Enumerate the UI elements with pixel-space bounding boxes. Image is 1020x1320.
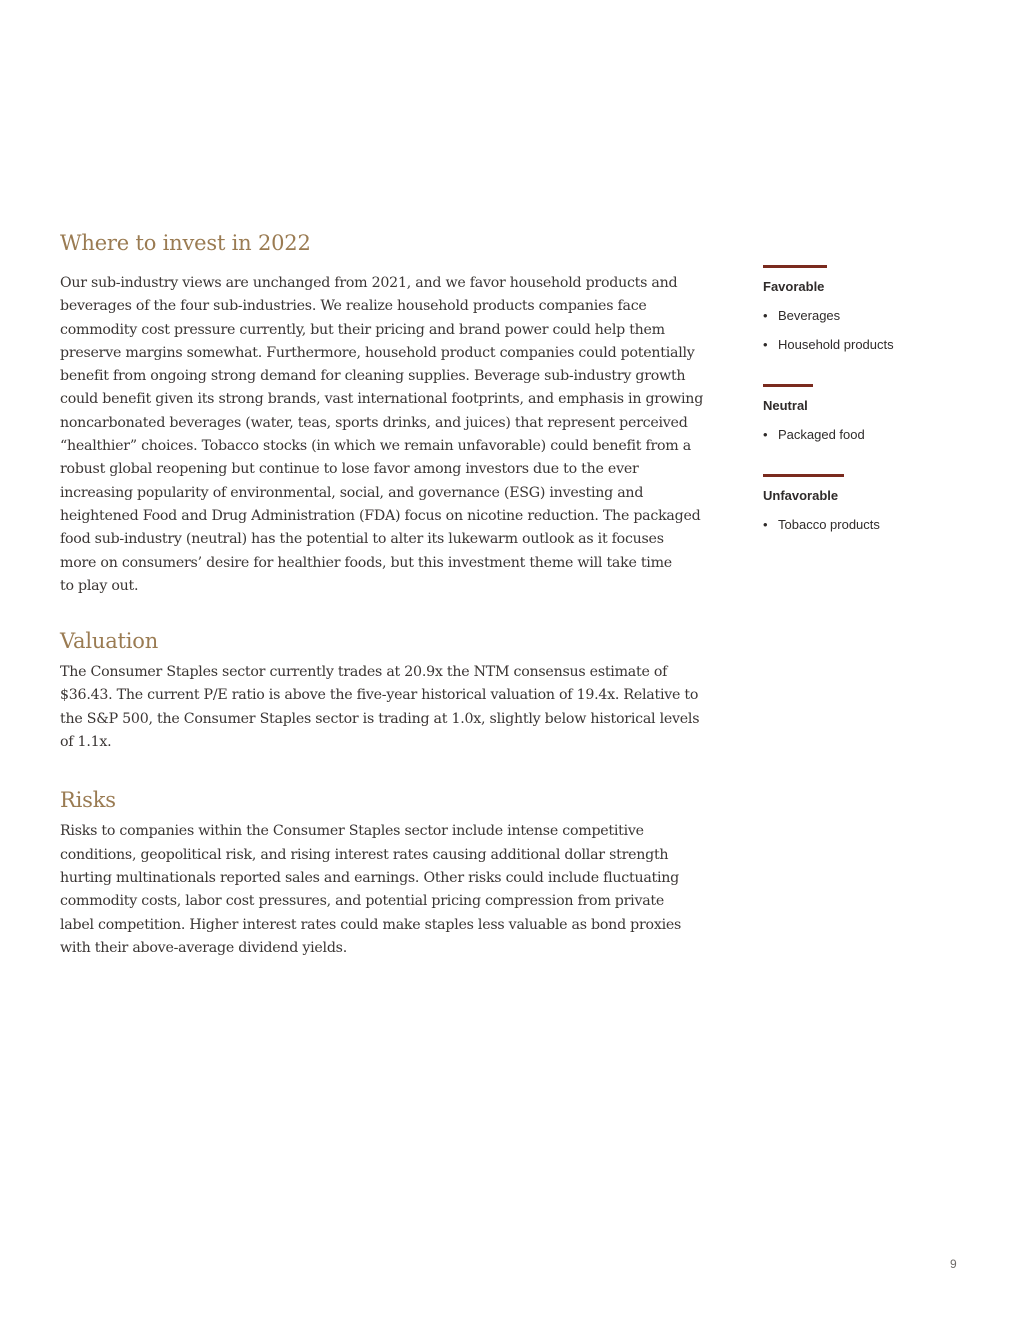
divider-rule	[763, 265, 827, 268]
text-line: conditions, geopolitical risk, and rising interest rates causing additional dollar strength	[60, 846, 669, 863]
outlook-list	[763, 426, 983, 444]
paragraph-valuation	[60, 661, 730, 754]
main-content	[60, 228, 730, 960]
text-line: with their above-average dividend yields.	[60, 939, 347, 956]
outlook-group-unfavorable	[763, 474, 983, 534]
text-line: more on consumers’ desire for healthier foods, but this investment theme will take time	[60, 554, 672, 571]
list-item	[763, 426, 983, 444]
text-line: benefit from ongoing strong demand for cleaning supplies. Beverage sub-industry growth	[60, 368, 686, 385]
text-line: beverages of the four sub-industries. We realize household products companies face	[60, 298, 647, 315]
text-line: Our sub-industry views are unchanged from 2021, and we favor household products and	[60, 275, 678, 291]
text-line: The Consumer Staples sector currently trades at 20.9x the NTM consensus estimate of	[60, 664, 668, 681]
divider-rule	[763, 384, 813, 387]
text-line: preserve margins somewhat. Furthermore, household product companies could potentially	[60, 344, 695, 361]
text-line: noncarbonated beverages (water, teas, sports drinks, and juices) that represent perceived	[60, 414, 688, 431]
text-line: Risks to companies within the Consumer Staples sector include intense competitive	[60, 823, 644, 840]
text-line: increasing popularity of environmental, social, and governance (ESG) investing and	[60, 484, 644, 501]
outlook-list	[763, 307, 983, 354]
list-item-label: Packaged food	[778, 427, 865, 442]
text-line: commodity cost pressure currently, but their pricing and brand power could help them	[60, 321, 665, 338]
page-number: 9	[950, 1257, 957, 1271]
text-line: of 1.1x.	[60, 734, 112, 751]
text-line: hurting multinationals reported sales and earnings. Other risks could include fluctuating	[60, 869, 680, 886]
list-item	[763, 336, 983, 354]
text-line: commodity costs, labor cost pressures, and potential pricing compression from private	[60, 893, 665, 910]
divider-rule	[763, 474, 844, 477]
section-heading-where-to-invest: Where to invest in 2022	[60, 231, 311, 255]
outlook-group-title: Neutral	[763, 398, 808, 413]
text-line: label competition. Higher interest rates could make staples less valuable as bond proxies	[60, 916, 682, 933]
text-line: robust global reopening but continue to lose favor among investors due to the ever	[60, 461, 639, 478]
list-item-label: Household products	[778, 337, 894, 352]
paragraph-risks	[60, 820, 730, 960]
outlook-group-title: Favorable	[763, 279, 825, 294]
text-line: could benefit given its strong brands, vast international footprints, and emphasis in growing	[60, 391, 704, 408]
text-line: the S&P 500, the Consumer Staples sector is trading at 1.0x, slightly below historical levels	[60, 710, 700, 727]
list-item-label: Tobacco products	[778, 517, 880, 532]
list-item-label: Beverages	[778, 308, 841, 323]
text-line: $36.43. The current P/E ratio is above the five-year historical valuation of 19.4x. Relative to	[60, 687, 699, 704]
bullet-icon: •	[763, 337, 768, 352]
text-line: heightened Food and Drug Administration (FDA) focus on nicotine reduction. The packaged	[60, 507, 701, 524]
section-heading-valuation: Valuation	[60, 629, 159, 654]
text-line: “healthier” choices. Tobacco stocks (in which we remain unfavorable) could benefit from a	[60, 438, 691, 455]
section-heading-risks: Risks	[60, 788, 116, 813]
outlook-group-favorable	[763, 265, 983, 354]
sub-industry-outlook-sidebar	[763, 265, 983, 534]
list-item	[763, 516, 983, 534]
text-line: to play out.	[60, 577, 139, 594]
outlook-list	[763, 516, 983, 534]
paragraph-where-to-invest	[60, 272, 730, 598]
bullet-icon: •	[763, 517, 768, 532]
bullet-icon: •	[763, 427, 768, 442]
list-item	[763, 307, 983, 325]
outlook-group-title: Unfavorable	[763, 488, 839, 503]
bullet-icon: •	[763, 308, 768, 323]
outlook-group-neutral	[763, 384, 983, 444]
text-line: food sub-industry (neutral) has the potential to alter its lukewarm outlook as it focuses	[60, 531, 664, 548]
